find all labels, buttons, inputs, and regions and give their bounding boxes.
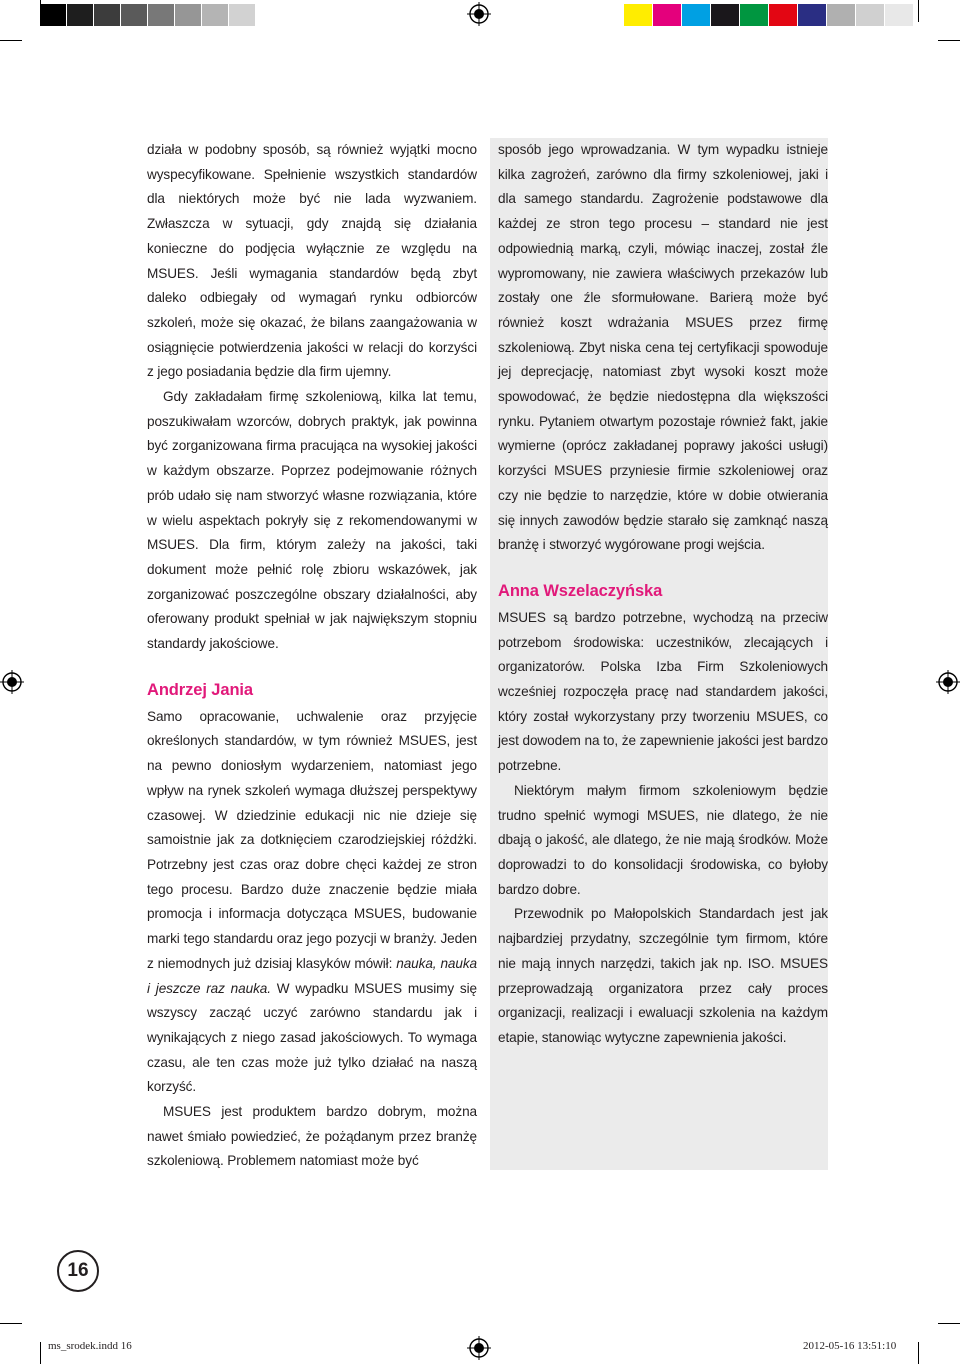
crop-mark xyxy=(0,1323,22,1324)
color-swatch xyxy=(682,4,710,26)
author-heading-andrzej-jania: Andrzej Jania xyxy=(147,680,253,699)
color-swatch xyxy=(121,4,147,26)
registration-mark-icon xyxy=(936,670,960,694)
crop-mark xyxy=(918,1342,919,1364)
crop-mark xyxy=(938,40,960,41)
slug-filename: ms_srodek.indd 16 xyxy=(48,1340,132,1352)
left-column xyxy=(147,138,477,1174)
crop-mark xyxy=(0,40,22,41)
quote-text: nauka, nauka i jeszcze raz nauka. xyxy=(147,955,477,996)
registration-mark-icon xyxy=(0,670,24,694)
left-paragraph-3 xyxy=(147,705,477,1100)
color-swatch xyxy=(229,4,255,26)
left-paragraph-2: Gdy zakładałam firmę szkoleniową, kilka lat temu, poszukiwałam wzorców, dobrych praktyk, jak powinna być zorganizowana firma pracująca na wysokiej jakości w każdym obszarze. Poprzez podejmowanie różnych prób udało się nam stworzyć własne rozwiązania, które w wielu aspektach pokryły się z rekomendowanymi w MSUES. Dla firm, którym zależy na jakości, taki dokument może pełnić rolę zbioru wskazówek, jak zorganizować poszczególne obszary działalności, aby oferowany produkt spełniał w jak największym stopniu standardy jakościowe. xyxy=(147,389,477,652)
color-swatch xyxy=(798,4,826,26)
slug-timestamp: 2012-05-16 13:51:10 xyxy=(803,1340,897,1352)
color-swatch xyxy=(885,4,913,26)
left-paragraph-1: działa w podobny sposób, są również wyjątki mocno wyspecyfikowane. Spełnienie wszystkich standardów dla niektórych może być nie lada wyzwaniem. Zwłaszcza w sytuacji, gdy znajdą się działania konieczne do podjęcia wyłącznie ze względu na MSUES. Jeśli wymagania standardów będą zbyt daleko odbiegały od wymagań rynku odbiorców szkoleń, może się okazać, że bilans zaangażowania w osiągnięcie potwierdzenia jakości w relacji do korzyści z jego posiadania będzie dla firm ujemny. xyxy=(147,142,477,380)
color-swatch xyxy=(202,4,228,26)
color-swatch xyxy=(740,4,768,26)
page-number: 16 xyxy=(57,1250,99,1292)
color-swatch xyxy=(769,4,797,26)
paragraph-text: Samo opracowanie, uchwalenie oraz przyjęcie określonych standardów, w tym również MSUES, jest na pewno doniosłym wydarzeniem, natomiast jego wpływ na rynek szkoleń wymaga dłuższej perspektywy czasowej. W dziedzinie edukacji nic nie dzieje się samoistnie jak za dotknięciem czarodziejskiej różdżki. Potrzebny jest czas oraz dobre chęci każdej ze stron tego procesu. Bardzo duże znaczenie będzie miała promocja i informacja dotycząca MSUES, budowanie marki tego standardu oraz jego pozycji w branży. Jeden z niemodnych już dzisiaj klasyków mówił: xyxy=(147,708,477,971)
right-paragraph-3: Niektórym małym firmom szkoleniowym będzie trudno spełnić wymogi MSUES, nie dlatego, że nie dbają o jakość, ale dlatego, że nie mają środków. Może doprowadzi to do konsolidacji środowiska, co byłoby bardzo dobre. xyxy=(498,782,828,897)
color-swatch xyxy=(148,4,174,26)
author-heading-anna-wszelaczynska: Anna Wszelaczyńska xyxy=(498,581,663,600)
right-paragraph-1: sposób jego wprowadzania. W tym wypadku istnieje kilka zagrożeń, zarówno dla firmy szkoleniowej, jaki i dla samego standardu. Zagrożenie podstawowe dla każdej ze stron tego procesu – standard nie jest odpowiednią marką, czyli, mówiąc inaczej, został źle wypromowany, nie zawiera właściwych przekazów lub zostały one źle sformułowane. Barierą może być również koszt wdrażania MSUES przez firmę szkoleniową. Zbyt niska cena tej certyfikacji spowoduje jej deprecjację, natomiast zbyt wysoki koszt może spowodować, że będzie niedostępna dla większości rynku. Pytaniem otwartym pozostaje również fakt, jakie wymierne (oprócz zakładanej poprawy jakości usługi) korzyści MSUES przyniesie firmie szkoleniowej oraz czy nie będzie to narzędzie, które w dobie otwierania się innych zawodów będzie starało się zamknąć naszą branżę i stworzyć wygórowane progi wejścia. xyxy=(498,142,828,553)
color-swatch xyxy=(67,4,93,26)
color-swatch xyxy=(827,4,855,26)
registration-mark-icon xyxy=(467,2,491,26)
right-paragraph-2: MSUES są bardzo potrzebne, wychodzą na przeciw potrzebom środowiska: uczestników, zlecających i organizatorów. Polska Izba Firm Szkoleniowych wcześniej rozpoczęła pracę nad standardem jakości, który został wykorzystany przy tworzeniu MSUES, co jest dowodem na to, że zapewnienie jakości jest bardzo potrzebne. xyxy=(498,609,828,774)
right-column xyxy=(490,138,828,1170)
color-swatch xyxy=(856,4,884,26)
left-paragraph-4: MSUES jest produktem bardzo dobrym, można nawet śmiało powiedzieć, że pożądanym przez branżę szkoleniową. Problemem natomiast może być xyxy=(147,1104,477,1169)
color-swatch xyxy=(94,4,120,26)
crop-mark xyxy=(938,1323,960,1324)
crop-mark xyxy=(918,0,919,22)
registration-mark-icon xyxy=(467,1336,491,1360)
color-swatch xyxy=(653,4,681,26)
paragraph-text: W wypadku MSUES musimy się wszyscy zacząć uczyć zarówno standardu jak i wynikających z niego zasad jakościowych. To wymaga czasu, ale ten czas może już tylko działać na naszą korzyść. xyxy=(147,980,477,1095)
right-paragraph-4: Przewodnik po Małopolskich Standardach jest jak najbardziej przydatny, szczególnie tym firmom, które nie mają innych narzędzi, takich jak np. ISO. MSUES przeprowadzają organizatora przez cały proces organizacji, realizacji i ewaluacji szkolenia na każdym etapie, stanowiąc wytyczne zapewnienia jakości. xyxy=(498,906,828,1045)
color-swatch xyxy=(175,4,201,26)
crop-mark xyxy=(40,0,41,22)
crop-mark xyxy=(40,1342,41,1364)
color-swatch xyxy=(711,4,739,26)
color-swatch xyxy=(40,4,66,26)
color-swatch xyxy=(624,4,652,26)
